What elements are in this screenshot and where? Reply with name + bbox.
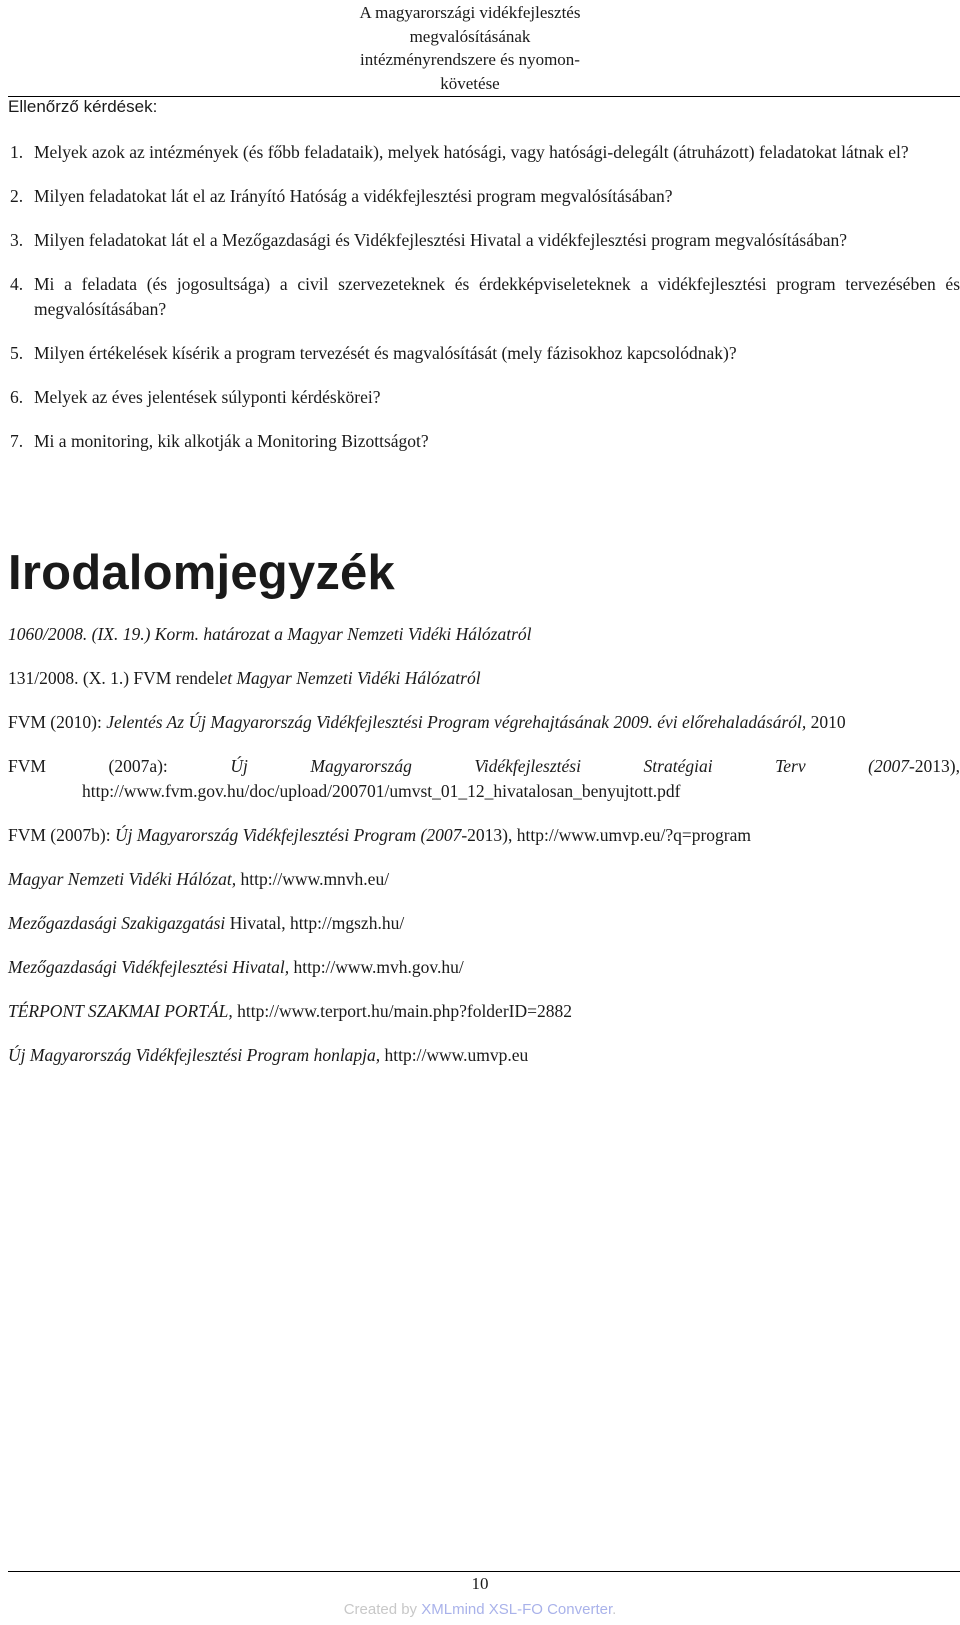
reference-text: http://www.umvp.eu (380, 1045, 529, 1065)
converter-credit (0, 1601, 960, 1618)
reference-item (8, 955, 960, 980)
question-text: Mi a feladata (és jogosultsága) a civil szervezeteknek és érdekképviseleteknek a vidékfejlesztési program tervezésében és megvalósításában? (34, 274, 960, 319)
reference-item (8, 911, 960, 936)
bibliography-list (8, 622, 960, 1087)
question-number: 1. (10, 142, 24, 162)
reference-text: FVM (2007b): (8, 825, 115, 845)
reference-title: Új Magyarország Vidékfejlesztési Program honlapja, (8, 1045, 381, 1065)
reference-item (8, 666, 960, 691)
header-title-line: A magyarországi vidékfejlesztés (359, 3, 581, 22)
question-item (8, 184, 960, 209)
question-text: Milyen feladatokat lát el az Irányító Hatóság a vidékfejlesztési program megvalósításában? (34, 186, 673, 206)
header-title-line: követése (440, 73, 500, 93)
reference-text: 2010 (806, 712, 846, 732)
reference-item (8, 622, 960, 647)
question-number: 2. (10, 186, 24, 206)
reference-text: http://www.mvh.gov.hu/ (289, 957, 464, 977)
question-text: Melyek az éves jelentések súlyponti kérdéskörei? (34, 387, 381, 407)
credit-brand-link[interactable]: XMLmind XSL-FO Converter (421, 1601, 613, 1618)
reference-title: Mezőgazdasági Szakigazgatási (8, 913, 226, 933)
reference-text: -2013), http://www.umvp.eu/?q=program (461, 825, 752, 845)
reference-title: Új Magyarország Vidékfejlesztési Program (2007 (114, 825, 462, 845)
reference-text: FVM (2010): (8, 712, 107, 732)
header-title-line: intézményrendszere és nyomon- (360, 50, 580, 69)
reference-item (8, 1043, 960, 1068)
reference-text: -2013), http://www.fvm.gov.hu/doc/upload/200701/umvst_01_12_hivatalosan_benyujtott.pdf (82, 756, 960, 801)
review-questions (8, 140, 960, 454)
question-item (8, 272, 960, 322)
reference-item (8, 754, 960, 804)
bibliography-heading: Irodalomjegyzék (8, 546, 395, 600)
question-item (8, 341, 960, 366)
reference-text: 131/2008. (X. 1.) FVM rendel (8, 668, 220, 688)
running-header-title (318, 1, 622, 95)
credit-prefix: Created by (343, 1601, 422, 1618)
reference-title: Magyar Nemzeti Vidéki Hálózat, (8, 869, 237, 889)
reference-title: 1060/2008. (IX. 19.) Korm. határozat a Magyar Nemzeti Vidéki Hálózatról (8, 624, 532, 644)
question-number: 4. (10, 274, 24, 294)
question-text: Mi a monitoring, kik alkotják a Monitoring Bizottságot? (34, 431, 429, 451)
header-title-line: megvalósításának (409, 26, 531, 46)
question-text: Milyen értékelések kísérik a program tervezését és magvalósítását (mely fázisokhoz kapcsolódnak)? (34, 343, 737, 363)
question-item (8, 385, 960, 410)
reference-item (8, 999, 960, 1024)
section-label: Ellenőrző kérdések: (8, 97, 158, 116)
reference-title: TÉRPONT SZAKMAI PORTÁL, (8, 1001, 233, 1021)
reference-text: http://www.mnvh.eu/ (236, 869, 390, 889)
reference-item (8, 823, 960, 848)
reference-title: Jelentés Az Új Magyarország Vidékfejlesztési Program végrehajtásának 2009. évi előrehaladásáról, (106, 712, 807, 732)
reference-title: Új Magyarország Vidékfejlesztési Stratégiai Terv (2007 (230, 756, 909, 776)
header-divider (8, 96, 960, 97)
reference-item (8, 710, 960, 735)
question-text: Milyen feladatokat lát el a Mezőgazdasági és Vidékfejlesztési Hivatal a vidékfejlesztési program megvalósításában? (34, 230, 848, 250)
question-number: 7. (10, 431, 24, 451)
credit-suffix: . (612, 1601, 617, 1618)
reference-text: Hivatal, http://mgszh.hu/ (225, 913, 405, 933)
footer-divider (8, 1571, 960, 1572)
reference-title: Mezőgazdasági Vidékfejlesztési Hivatal, (8, 957, 290, 977)
reference-text: FVM (2007a): (8, 756, 231, 776)
reference-text: http://www.terport.hu/main.php?folderID=2882 (232, 1001, 572, 1021)
question-number: 6. (10, 387, 24, 407)
question-item (8, 429, 960, 454)
question-item (8, 228, 960, 253)
question-text: Melyek azok az intézmények (és főbb feladataik), melyek hatósági, vagy hatósági-delegált (átruházott) feladatokat látnak el? (34, 142, 909, 162)
question-number: 3. (10, 230, 24, 250)
reference-item (8, 867, 960, 892)
reference-title: et Magyar Nemzeti Vidéki Hálózatról (219, 668, 481, 688)
question-number: 5. (10, 343, 24, 363)
page-number: 10 (471, 1574, 489, 1593)
question-item (8, 140, 960, 165)
